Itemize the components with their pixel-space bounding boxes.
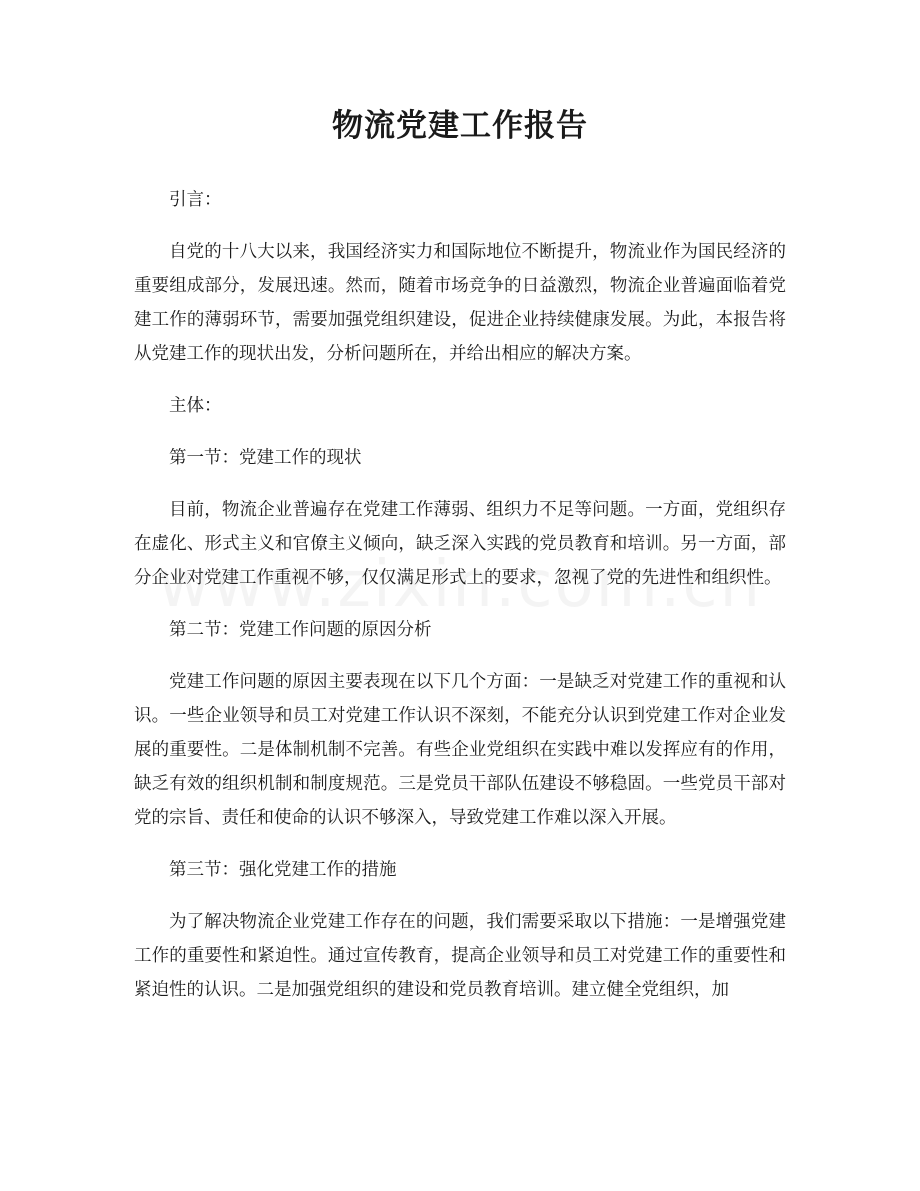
section-heading-1: 第一节：党建工作的现状 xyxy=(169,448,362,468)
document-body xyxy=(134,183,786,1025)
section-heading-main: 主体： xyxy=(169,396,222,416)
section-heading-3: 第三节：强化党建工作的措施 xyxy=(169,860,397,880)
paragraph-section-2: 党建工作问题的原因主要表现在以下几个方面：一是缺乏对党建工作的重视和认识。一些企业领导和员工对党建工作认识不深刻，不能充分认识到党建工作对企业发展的重要性。二是体制机制不完善。有些企业党组织在实践中难以发挥应有的作用，缺乏有效的组织机制和制度规范。三是党员干部队伍建设不够稳固。一些党员干部对党的宗旨、责任和使命的认识不够深入，导致党建工作难以深入开展。 xyxy=(134,672,786,828)
paragraph-intro: 自党的十八大以来，我国经济实力和国际地位不断提升，物流业作为国民经济的重要组成部分，发展迅速。然而，随着市场竞争的日益激烈，物流企业普遍面临着党建工作的薄弱环节，需要加强党组织建设，促进企业持续健康发展。为此，本报告将从党建工作的现状出发，分析问题所在，并给出相应的解决方案。 xyxy=(134,242,786,364)
section-heading-intro: 引言： xyxy=(169,190,222,210)
paragraph-section-3: 为了解决物流企业党建工作存在的问题，我们需要采取以下措施：一是增强党建工作的重要性和紧迫性。通过宣传教育，提高企业领导和员工对党建工作的重要性和紧迫性的认识。二是加强党组织的建设和党员教育培训。建立健全党组织，加 xyxy=(134,912,786,1000)
document-title: 物流党建工作报告 xyxy=(332,108,588,144)
paragraph-section-1: 目前，物流企业普遍存在党建工作薄弱、组织力不足等问题。一方面，党组织存在虚化、形式主义和官僚主义倾向，缺乏深入实践的党员教育和培训。另一方面，部分企业对党建工作重视不够，仅仅满足形式上的要求，忽视了党的先进性和组织性。 xyxy=(134,500,786,588)
section-heading-2: 第二节：党建工作问题的原因分析 xyxy=(169,620,432,640)
